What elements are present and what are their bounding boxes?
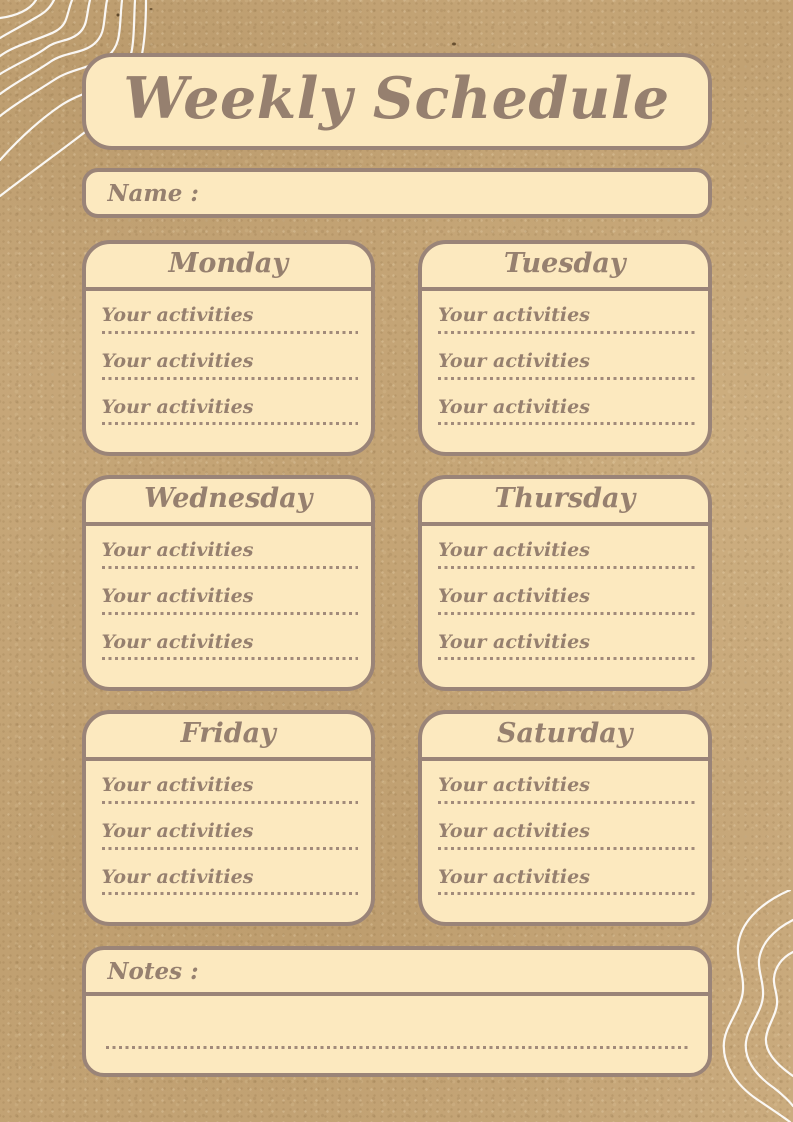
day-card-thursday [418,475,712,691]
day-card-body [86,291,372,452]
activity-write-line[interactable] [102,892,359,895]
activity-write-line[interactable] [438,566,695,569]
day-card-monday [82,240,376,456]
activity-write-line[interactable] [102,566,359,569]
day-name: Wednesday [144,483,313,514]
activity-write-line[interactable] [438,331,695,334]
title-box [82,53,712,150]
activity-slot[interactable] [102,631,359,661]
day-name: Friday [180,718,276,749]
activity-label: Your activities [101,395,254,418]
activity-slot[interactable] [102,350,359,380]
name-field[interactable] [82,168,712,218]
activity-slot[interactable] [102,539,359,569]
day-card-body [422,526,708,687]
activity-write-line[interactable] [438,657,695,660]
activity-label: Your activities [101,774,254,796]
day-card-body [86,761,372,922]
activity-label: Your activities [101,630,254,653]
activity-label: Your activities [101,819,254,842]
notes-write-area[interactable] [86,996,708,1073]
activity-label: Your activities [438,539,590,561]
activity-slot[interactable] [438,631,695,661]
notes-header [86,950,708,996]
activity-write-line[interactable] [102,657,359,660]
page-title: Weekly Schedule [123,65,670,132]
activity-write-line[interactable] [438,377,695,380]
notes-label: Notes : [107,957,199,985]
name-label: Name : [107,179,199,207]
day-card-header [422,244,708,291]
activity-write-line[interactable] [438,422,695,425]
day-card-header [86,714,372,761]
notes-section [82,946,712,1077]
day-card-header [422,714,708,761]
day-card-header [422,479,708,526]
activity-slot[interactable] [438,820,695,850]
activity-write-line[interactable] [102,331,359,334]
activity-write-line[interactable] [438,847,695,850]
activity-write-line[interactable] [102,847,359,850]
activity-label: Your activities [438,865,590,888]
activity-label: Your activities [101,865,254,888]
day-card-body [422,291,708,452]
activity-slot[interactable] [102,866,359,896]
day-card-body [422,761,708,922]
activity-label: Your activities [101,304,254,326]
day-card-wednesday [82,475,376,691]
activity-slot[interactable] [102,585,359,615]
activity-label: Your activities [438,349,590,372]
day-card-header [86,479,372,526]
day-name: Thursday [494,483,636,514]
activity-write-line[interactable] [438,801,695,804]
day-card-header [86,244,372,291]
activity-label: Your activities [438,774,590,796]
activity-write-line[interactable] [102,801,359,804]
activity-slot[interactable] [102,396,359,426]
activity-label: Your activities [101,349,254,372]
activity-write-line[interactable] [438,612,695,615]
activity-label: Your activities [438,819,590,842]
day-card-tuesday [418,240,712,456]
planner-content [82,0,712,1077]
activity-slot[interactable] [438,585,695,615]
day-card-friday [82,710,376,926]
activity-write-line[interactable] [102,612,359,615]
activity-label: Your activities [438,630,590,653]
activity-slot[interactable] [438,539,695,569]
activity-write-line[interactable] [102,422,359,425]
day-name: Saturday [497,718,633,749]
notes-write-line[interactable] [106,1046,688,1049]
activity-slot[interactable] [438,304,695,334]
activity-slot[interactable] [102,820,359,850]
activity-write-line[interactable] [438,892,695,895]
activity-slot[interactable] [102,304,359,334]
activity-write-line[interactable] [102,377,359,380]
day-name: Tuesday [503,248,626,279]
day-card-body [86,526,372,687]
activity-label: Your activities [101,539,254,561]
activity-slot[interactable] [438,350,695,380]
name-input-area[interactable] [199,172,686,214]
activity-label: Your activities [438,395,590,418]
activity-slot[interactable] [438,396,695,426]
day-card-saturday [418,710,712,926]
activity-slot[interactable] [438,774,695,804]
activity-label: Your activities [438,304,590,326]
days-grid [82,240,712,926]
activity-label: Your activities [438,584,590,607]
activity-slot[interactable] [102,774,359,804]
activity-slot[interactable] [438,866,695,896]
activity-label: Your activities [101,584,254,607]
day-name: Monday [168,248,289,279]
